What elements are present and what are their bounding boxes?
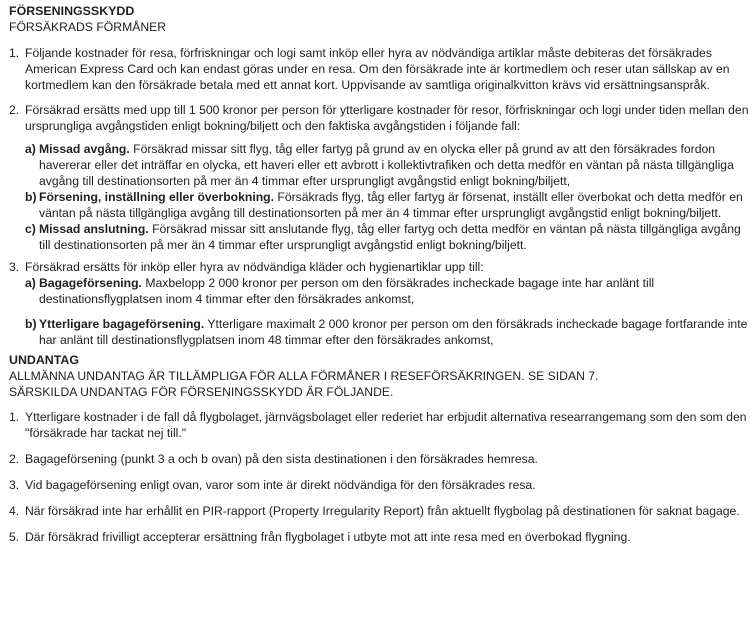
subitem-letter: b) xyxy=(25,317,37,331)
exceptions-specific-note: SÄRSKILDA UNDANTAG FÖR FÖRSENINGSSKYDD ÄR FÖLJANDE. xyxy=(9,385,394,399)
subitem-letter: a) xyxy=(25,142,36,156)
subitem-label: Bagageförsening. xyxy=(39,276,142,290)
benefit-subitem-2c xyxy=(9,221,749,253)
item-text: Följande kostnader för resa, förfriskningar och logi samt inköp eller hyra av nödvändiga artiklar måste debiteras det försäkrades American Express Card och kan endast göras under en resa. Om den försäkrade inte är kortmedlem och reser utan sällskap av en kortmedlem kan den försäkrade betala med ett annat kort. Uppvisande av samtliga originalkvitton krävs vid ersättningsanspråk. xyxy=(25,46,730,92)
item-number: 2. xyxy=(9,452,20,466)
exceptions-title: UNDANTAG xyxy=(9,353,79,367)
item-text: Försäkrad ersätts för inköp eller hyra av nödvändiga kläder och hygienartiklar upp till: xyxy=(25,260,484,274)
section-subtitle: FÖRSÄKRADS FÖRMÅNER xyxy=(9,20,167,34)
subitem-label: Missad avgång. xyxy=(39,142,130,156)
benefit-subitem-2a xyxy=(9,141,749,189)
item-number: 1. xyxy=(9,410,20,424)
exception-item-5 xyxy=(9,529,749,545)
item-text: Ytterligare kostnader i de fall då flygbolaget, järnvägsbolaget eller rederiet har erbjudit alternativa researrangemang som den som den "försäkrade har tackat nej till." xyxy=(25,410,747,440)
benefit-subitem-3b xyxy=(9,316,749,348)
section-title: FÖRSENINGSSKYDD xyxy=(9,4,135,18)
exception-item-2 xyxy=(9,451,749,467)
subitem-text: Ytterligare maximalt 2 000 kronor per person om den försäkrads incheckade bagage fortfarande inte har anlänt till destinationsflygplatsen inom 48 timmar efter den försäkrades ankomst, xyxy=(39,317,748,347)
benefit-subitem-3a xyxy=(9,275,749,307)
item-number: 1. xyxy=(9,46,20,60)
item-number: 3. xyxy=(9,478,20,492)
subitem-text: Försäkrad missar sitt anslutande flyg, tåg eller fartyg och detta medför en väntan på nästa tillgängliga avgång till destinationsorten på mer än 4 timmar efter ursprungligt avgångstid enligt bokning/biljett. xyxy=(39,222,741,252)
benefit-subitem-2b xyxy=(9,189,749,221)
benefit-item-1 xyxy=(9,45,749,93)
subitem-text: Maxbelopp 2 000 kronor per person om den försäkrades incheckade bagage inte har anlänt till destinationsflygplatsen inom 4 timmar efter den försäkrades ankomst, xyxy=(39,276,655,306)
item-number: 2. xyxy=(9,103,20,117)
benefit-item-2 xyxy=(9,102,749,134)
subitem-label: Ytterligare bagageförsening. xyxy=(39,317,205,331)
item-text: Bagageförsening (punkt 3 a och b ovan) på den sista destinationen i den försäkrades hemresa. xyxy=(25,452,538,466)
item-text: Vid bagageförsening enligt ovan, varor som inte är direkt nödvändiga för den försäkrades resa. xyxy=(25,478,536,492)
exception-item-1 xyxy=(9,409,749,441)
subitem-text: Försäkrad missar sitt flyg, tåg eller fartyg på grund av en olycka eller på grund av att den försäkrades fordon havererar eller det inträffar en olycka, ett haveri eller ett avbrott i kollektivtrafiken och detta medför en väntan på nästa tillgängliga avgång till destinationsorten på mer än 4 timmar efter ursprungligt avgångstid enligt bokning/biljett, xyxy=(39,142,734,188)
exception-item-3 xyxy=(9,477,749,493)
exception-item-4 xyxy=(9,503,749,519)
benefit-item-3 xyxy=(9,259,749,275)
item-number: 5. xyxy=(9,530,20,544)
item-number: 4. xyxy=(9,504,20,518)
subitem-letter: b) xyxy=(25,190,37,204)
item-text: Där försäkrad frivilligt accepterar ersättning från flygbolaget i utbyte mot att inte resa med en överbokad flygning. xyxy=(25,530,631,544)
item-text: Försäkrad ersätts med upp till 1 500 kronor per person för ytterligare kostnader för resor, förfriskningar och logi under tiden mellan den ursprungliga avgångstiden enligt bokning/biljett och den faktiska avgångstiden i följande fall: xyxy=(25,103,749,133)
subitem-text: Försäkrads flyg, tåg eller fartyg är försenat, inställt eller överbokat och detta medför en väntan på nästa tillgängliga avgång till destinationsorten på mer än 4 timmar efter ursprungligt avgångstid enligt bokning/biljett. xyxy=(39,190,743,220)
item-number: 3. xyxy=(9,260,20,274)
item-text: När försäkrad inte har erhållit en PIR-rapport (Property Irregularity Report) från aktuellt flygbolag på destinationen för saknat bagage. xyxy=(25,504,740,518)
document xyxy=(9,3,749,545)
subitem-letter: a) xyxy=(25,276,36,290)
exceptions-general-note: ALLMÄNNA UNDANTAG ÄR TILLÄMPLIGA FÖR ALLA FÖRMÅNER I RESEFÖRSÄKRINGEN. SE SIDAN 7. xyxy=(9,369,599,383)
subitem-label: Missad anslutning. xyxy=(39,222,149,236)
subitem-letter: c) xyxy=(25,222,36,236)
subitem-label: Försening, inställning eller överbokning. xyxy=(39,190,274,204)
